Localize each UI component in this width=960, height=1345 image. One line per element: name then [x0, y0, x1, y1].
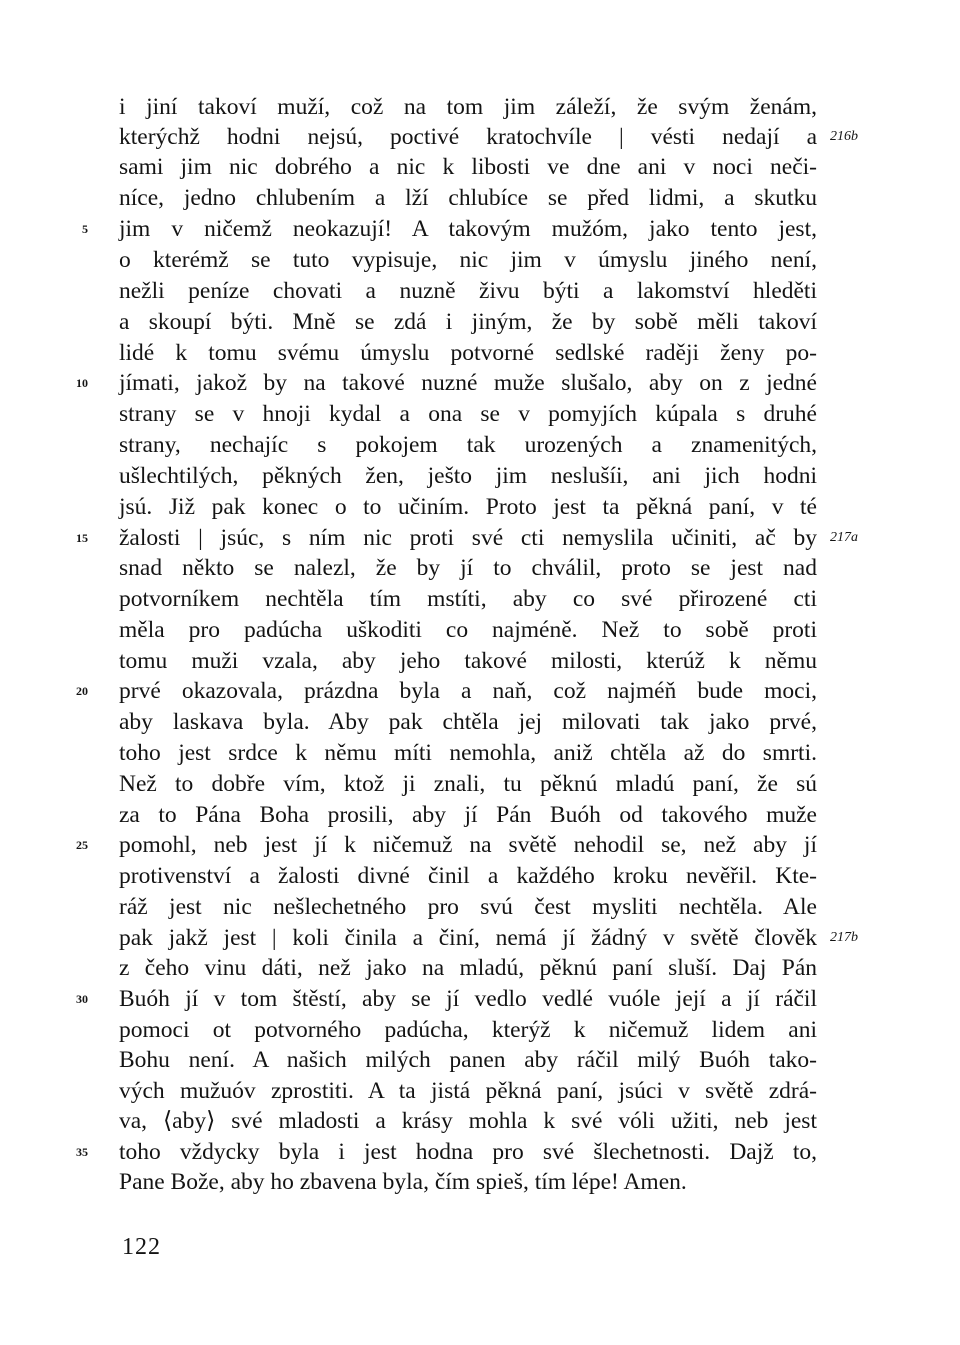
text-line: pak jakž jest | koli činila a činí, nemá jí žádný v světě člověk: [119, 925, 817, 951]
line-number: 35: [76, 1145, 88, 1159]
text-line: vých mužuóv zprostiti. A ta jistá pěkná paní, jsúci v světě zdrá-: [119, 1078, 817, 1104]
text-line: jsú. Již pak konec o to učiním. Proto jest ta pěkná paní, v té: [119, 494, 817, 520]
text-line: níce, jedno chlubením a lží chlubíce se před lidmi, a skutku: [119, 185, 817, 211]
text-line: potvorníkem nechtěla tím mstíti, aby co své přirozené cti: [119, 586, 817, 612]
text-line: z čeho vinu dáti, než jako na mladú, pěknú paní sluší. Daj Pán: [119, 955, 817, 981]
folio-reference: 216b: [830, 129, 858, 144]
line-number: 10: [76, 376, 88, 390]
line-number: 15: [76, 531, 88, 545]
text-line: Pane Bože, aby ho zbavena byla, čím spieš, tím lépe! Amen.: [119, 1169, 687, 1195]
text-line: ušlechtilých, pěkných žen, ješto jim neslušíi, ani jich hodni: [119, 463, 817, 489]
text-line: sami jim nic dobrého a nic k libosti ve dne ani v noci neči-: [119, 154, 817, 180]
text-line: strany se v hnoji kydal a ona se v pomyjích kúpala s druhé: [119, 401, 817, 427]
text-line: lidé k tomu svému úmyslu potvorné sedlské raději ženy po-: [119, 340, 817, 366]
line-number: 25: [76, 838, 88, 852]
text-line: o kterémž se tuto vypisuje, nic jim v úmyslu jiného není,: [119, 247, 817, 273]
text-line: protivenství a žalosti divné činil a každého kroku nevěřil. Kte-: [119, 863, 817, 889]
text-line: Než to dobře vím, ktož ji znali, tu pěknú mladú paní, že sú: [119, 771, 817, 797]
text-line: strany, nechajíc s pokojem tak urozených a znamenitých,: [119, 432, 817, 458]
text-line: tomu muži vzala, aby jeho takové milosti, kterúž k němu: [119, 648, 817, 674]
text-line: toho jest srdce k němu míti nemohla, aniž chtěla až do smrti.: [119, 740, 817, 766]
folio-reference: 217b: [830, 930, 858, 945]
text-line: jim v ničemž neokazují! A takovým mužóm, jako tento jest,: [119, 216, 817, 242]
text-line: i jiní takoví muží, což na tom jim záleží, že svým ženám,: [119, 94, 817, 120]
text-line: a skoupí býti. Mně se zdá i jiným, že by sobě měli takoví: [119, 309, 817, 335]
text-line: jímati, jakož by na takové nuzné muže slušalo, aby on z jedné: [119, 370, 817, 396]
line-number: 20: [76, 684, 88, 698]
text-line: kterýchž hodni nejsú, poctivé kratochvíle | vésti nedají a: [119, 124, 817, 150]
text-line: prvé okazovala, prázdna byla a naň, což najméň bude moci,: [119, 678, 817, 704]
text-line: toho vždycky byla i jest hodna pro své šlechetnosti. Dajž to,: [119, 1139, 817, 1165]
text-line: za to Pána Boha prosili, aby jí Pán Buóh od takového muže: [119, 802, 817, 828]
folio-reference: 217a: [830, 530, 858, 545]
text-line: pomoci ot potvorného padúcha, kterýž k ničemuž lidem ani: [119, 1017, 817, 1043]
text-line: aby laskava byla. Aby pak chtěla jej milovati tak jako prvé,: [119, 709, 817, 735]
line-number: 5: [82, 222, 88, 236]
text-line: Bohu není. A našich milých panen aby ráčil milý Buóh tako-: [119, 1047, 817, 1073]
text-line: ráž jest nic nešlechetného pro svú čest mysliti nechtěla. Ale: [119, 894, 817, 920]
text-line: měla pro padúcha uškoditi co najméně. Než to sobě proti: [119, 617, 817, 643]
text-line: pomohl, neb jest jí k ničemuž na světě nehodil se, než aby jí: [119, 832, 817, 858]
page-number: 122: [122, 1234, 161, 1260]
text-line: snad někto se nalezl, že by jí to chválil, proto se jest nad: [119, 555, 817, 581]
text-line: nežli peníze chovati a nuzně živu býti a lakomství hleděti: [119, 278, 817, 304]
text-line: žalosti | jsúc, s ním nic proti své cti nemyslila učiniti, ač by: [119, 525, 817, 551]
text-line: Buóh jí v tom štěstí, aby se jí vedlo vedlé vuóle její a jí ráčil: [119, 986, 817, 1012]
line-number: 30: [76, 992, 88, 1006]
text-line: va, ⟨aby⟩ své mladosti a krásy mohla k své vóli užiti, neb jest: [119, 1108, 817, 1134]
